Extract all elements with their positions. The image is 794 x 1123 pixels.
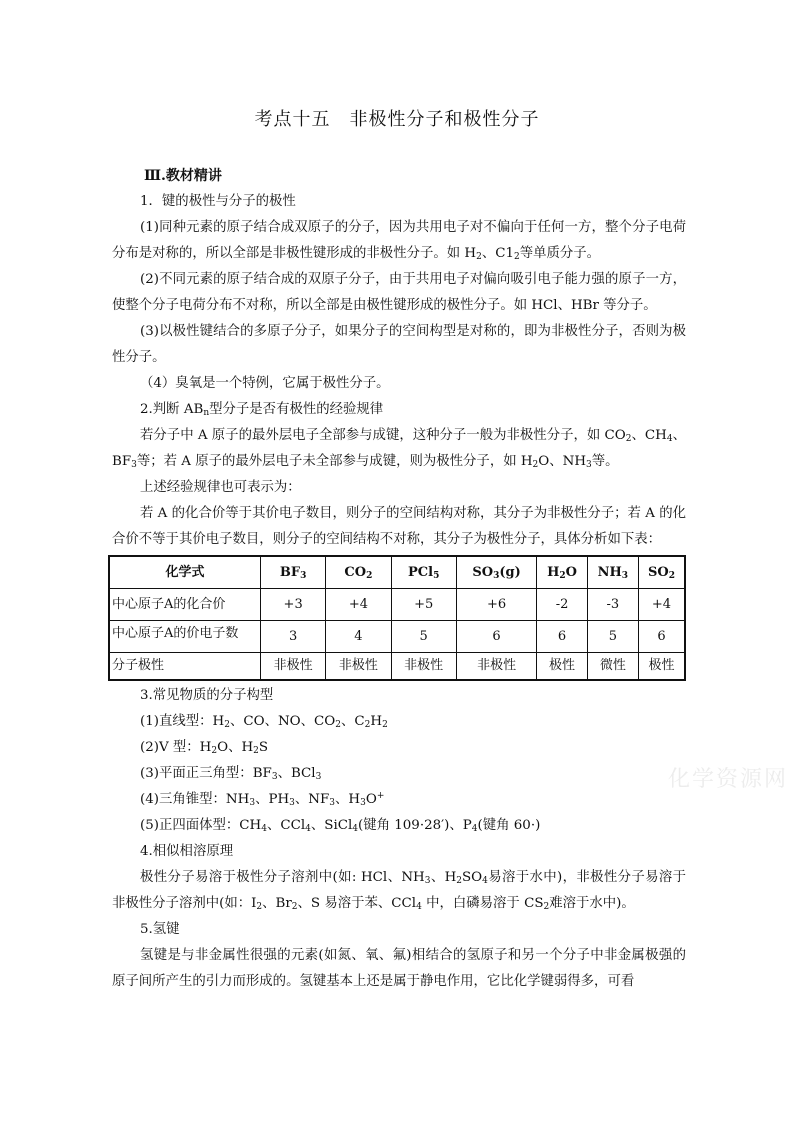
table-cell: +4 <box>638 589 685 621</box>
list-item: (5)正四面体型：$CH_4$、CCl$_4$、SiCl$_4$(键角 109·28′)、$P_4$(键角 60·) <box>140 818 541 834</box>
table-cell: 6 <box>456 621 537 653</box>
table-cell: 6 <box>638 621 685 653</box>
table-cell: 6 <box>537 621 587 653</box>
column-header: $SO_2$ <box>638 556 685 589</box>
table-row <box>109 621 685 653</box>
column-header: $BF_3$ <box>261 556 326 589</box>
table-cell: 非极性 <box>391 653 456 681</box>
table-cell: 5 <box>391 621 456 653</box>
table-row <box>109 653 685 681</box>
paragraph-2-1: 若分子中 A 原子的最外层电子全部参与成键，这种分子一般为非极性分子，如 $CO_2$、$CH_4$、$BF_3$等；若 A 原子的最外层电子未全部参与成键，则为极性分子，如 $H_2O$、$NH_3$等。 <box>112 428 686 470</box>
table-cell: 非极性 <box>261 653 326 681</box>
table-header-row <box>109 556 685 589</box>
list-item: (2)V 型：$H_2O$、$H_2S$ <box>140 740 269 756</box>
row-label: 中心原子A的价电子数 <box>109 621 261 653</box>
heading-2: 2.判断 $AB_n$型分子是否有极性的经验规律 <box>140 402 384 418</box>
table-cell: 4 <box>326 621 391 653</box>
table-cell: +6 <box>456 589 537 621</box>
watermark: 化学资源网 <box>668 767 789 792</box>
column-header: $SO_3(g)$ <box>456 556 537 589</box>
table-cell: +3 <box>261 589 326 621</box>
column-header: $NH_3$ <box>587 556 638 589</box>
column-header: PCl$_5$ <box>391 556 456 589</box>
list-item: (4)三角锥型：$NH_3$、$PH_3$、$NF_3$、$H_3O^+$ <box>140 791 385 808</box>
table-row <box>109 589 685 621</box>
section-header: Ⅲ.教材精讲 <box>144 168 222 184</box>
paragraph-2-3: 若 A 的化合价等于其价电子数目，则分子的空间结构对称，其分子为非极性分子；若 A 的化合价不等于其价电子数目，则分子的空间结构不对称，其分子为极性分子，具体分析如下表： <box>112 506 686 547</box>
column-header: $CO_2$ <box>326 556 391 589</box>
table-cell: 5 <box>587 621 638 653</box>
paragraph-1-4: （4）臭氧是一个特例，它属于极性分子。 <box>140 376 390 391</box>
column-header: $H_2O$ <box>537 556 587 589</box>
table-cell: -2 <box>537 589 587 621</box>
polarity-table <box>108 555 686 681</box>
heading-5: 5.氢键 <box>140 922 180 937</box>
heading-1: 1．键的极性与分子的极性 <box>140 194 296 209</box>
table-cell: +5 <box>391 589 456 621</box>
paragraph-1-3: (3)以极性键结合的多原子分子，如果分子的空间构型是对称的，即为非极性分子，否则为极性分子。 <box>112 324 686 365</box>
paragraph-4-1: 极性分子易溶于极性分子溶剂中(如: HCl、$NH_3$、$H_2SO_4$易溶于水中)，非极性分子易溶于非极性分子溶剂中(如：$I_2$、$Br_2$、S 易溶于苯、CCl$_4$ 中，白磷易溶于 $CS_2$难溶于水中)。 <box>112 870 686 912</box>
table-cell: 3 <box>261 621 326 653</box>
paragraph-1-1: (1)同种元素的原子结合成双原子的分子，因为共用电子对不偏向于任何一方，整个分子电荷分布是对称的，所以全部是非极性键形成的非极性分子。如 $H_2$、$C1_2$等单质分子。 <box>112 220 686 262</box>
document-body <box>112 163 686 995</box>
table-cell: 微性 <box>587 653 638 681</box>
table-cell: 极性 <box>638 653 685 681</box>
row-label: 分子极性 <box>109 653 261 681</box>
paragraph-1-2: (2)不同元素的原子结合成的双原子分子，由于共用电子对偏向吸引电子能力强的原子一方，使整个分子电荷分布不对称，所以全部是由极性键形成的极性分子。如 HCl、HBr 等分子。 <box>112 272 686 313</box>
table-cell: +4 <box>326 589 391 621</box>
paragraph-5-1: 氢键是与非金属性很强的元素(如氮、氧、氟)相结合的氢原子和另一个分子中非金属极强的原子间所产生的引力而形成的。氢键基本上还是属于静电作用，它比化学键弱得多，可看 <box>112 948 686 989</box>
table-cell: 极性 <box>537 653 587 681</box>
heading-4: 4.相似相溶原理 <box>140 844 234 859</box>
table-cell: -3 <box>587 589 638 621</box>
heading-3: 3.常见物质的分子构型 <box>140 688 274 703</box>
list-item: (3)平面正三角型：$BF_3$、BCl$_3$ <box>140 766 322 782</box>
row-label: 中心原子A的化合价 <box>109 589 261 621</box>
list-item: (1)直线型：$H_2$、CO、NO、$CO_2$、$C_2H_2$ <box>140 714 388 730</box>
table-corner-cell: 化学式 <box>109 556 261 589</box>
page-title: 考点十五 非极性分子和极性分子 <box>254 109 540 130</box>
table-cell: 非极性 <box>326 653 391 681</box>
table-cell: 非极性 <box>456 653 537 681</box>
paragraph-2-2: 上述经验规律也可表示为： <box>140 480 301 495</box>
